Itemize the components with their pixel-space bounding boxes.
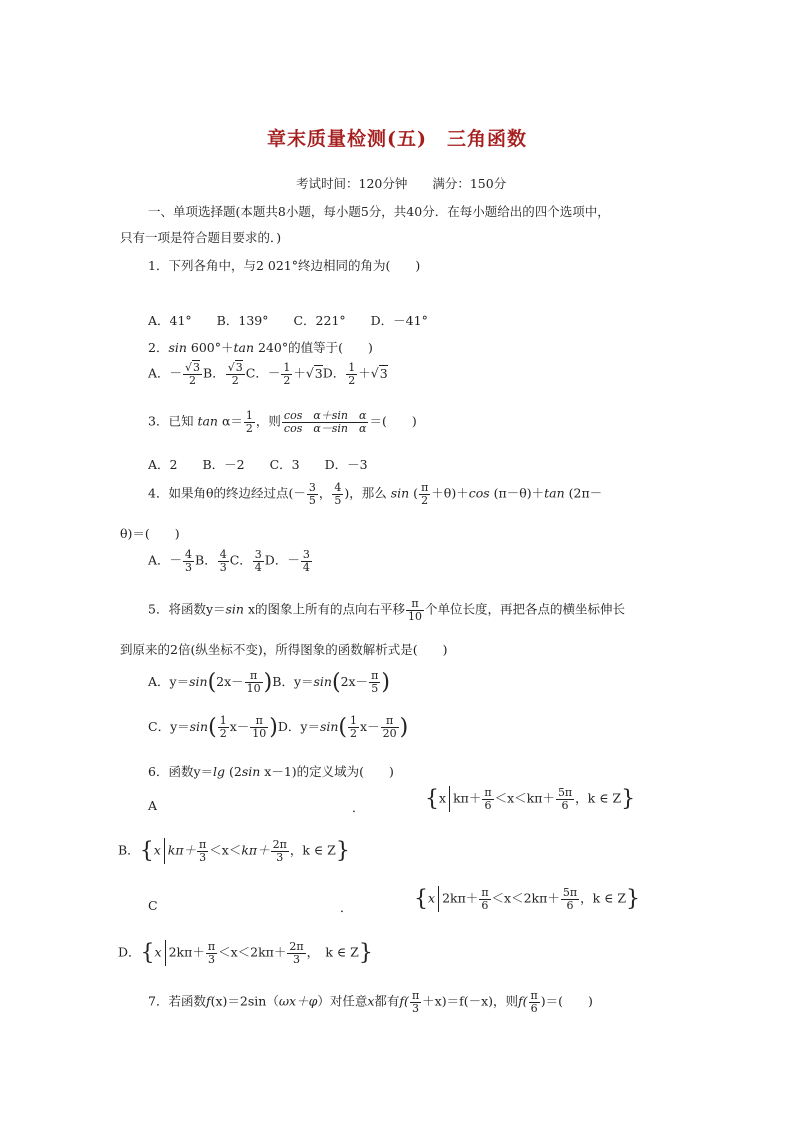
question-7-stem: 7．若函数f(x)＝2sin（ωx＋φ）对任意x都有f( $\frac{\pi}{3}$ ＋x)＝f(－x)，则f( $\frac{\pi}{6}$ )＝( ) [148,989,593,1015]
page-title: 章末质量检测(五) 三角函数 [267,128,527,150]
section-heading-line1: 一、单项选择题(本题共8小题，每小题5分，共40分．在每小题给出的四个选项中， [148,204,610,219]
question-6-option-c-label: C [148,898,158,913]
question-2-options: A．－ $\frac{√3}{2}$ B． $\frac{√3}{2}$ C．－ $\frac{1}{2}$ ＋√3D． $\frac{1}{2}$ ＋√3 [148,361,388,387]
question-5-stem-line2: 到原来的2倍(纵坐标不变)，所得图象的函数解析式是( ) [120,642,448,657]
question-2-stem: 2．sin 600°＋tan 240°的值等于( ) [148,340,373,355]
question-6-option-a-label: A [148,798,158,813]
question-6-option-a-set: {x kπ＋ $\frac{\pi}{6}$ ＜x＜kπ＋ $\frac{5\pi}{6}$ ，k ∈ Z} [425,785,636,812]
exam-info: 考试时间：120分钟 满分：150分 [296,176,507,191]
question-6-stem: 6．函数y＝lg (2sin x－1)的定义域为( ) [148,764,394,779]
question-6-option-c-dot: ． [340,900,353,915]
question-5-options-cd: C．y＝sin( $\frac{1}{2}$ x－ $\frac{\pi}{10}$ )D．y＝sin( $\frac{1}{2}$ x－ $\frac{\pi}{20}$ ) [148,714,409,740]
question-4-stem: 4．如果角θ的终边经过点(－ $\frac{3}{5}$ ， $\frac{4}{5}$ )，那么 sin ( $\frac{\pi}{2}$ ＋θ)＋cos (π－θ)＋tan (2π－ [148,481,603,507]
question-4-options: A．－ $\frac{4}{3}$ B． $\frac{4}{3}$ C． $\frac{3}{4}$ D．－ $\frac{3}{4}$ [148,548,310,574]
question-6-option-c-set: {x 2kπ＋ $\frac{\pi}{6}$ ＜x＜2kπ＋ $\frac{5\pi}{6}$ ，k ∈ Z} [414,885,641,912]
question-1-options: A．41° B．139° C．221° D．－41° [148,313,428,328]
question-6-option-d: D．{x 2kπ＋ $\frac{\pi}{3}$ ＜x＜2kπ＋ $\frac{2\pi}{3}$ ， k ∈ Z} [118,939,373,966]
question-1-stem: 1．下列各角中，与2 021°终边相同的角为( ) [148,258,421,273]
question-6-option-b: B．{x kπ＋ $\frac{\pi}{3}$ ＜x＜kπ＋ $\frac{2\pi}{3}$ ，k ∈ Z} [118,837,350,864]
question-5-options-ab: A．y＝sin(2x－ $\frac{\pi}{10}$ )B．y＝sin(2x－ $\frac{\pi}{5}$ ) [148,669,390,695]
question-3-stem: 3．已知 tan α＝ $\frac{1}{2}$ ，则 $\frac{\text{cos α＋sin α}}{\text{cos α－sin α}}$ ＝( ) [148,409,417,435]
question-3-options: A．2 B．－2 C．3 D．－3 [148,457,368,472]
question-4-stem-line2: θ)＝( ) [120,526,180,541]
question-6-option-a-dot: ． [352,800,365,815]
section-heading-line2: 只有一项是符合题目要求的．) [120,230,282,245]
question-5-stem: 5．将函数y＝sin x的图象上所有的点向右平移 $\frac{\pi}{10}$ 个单位长度，再把各点的横坐标伸长 [148,597,626,623]
